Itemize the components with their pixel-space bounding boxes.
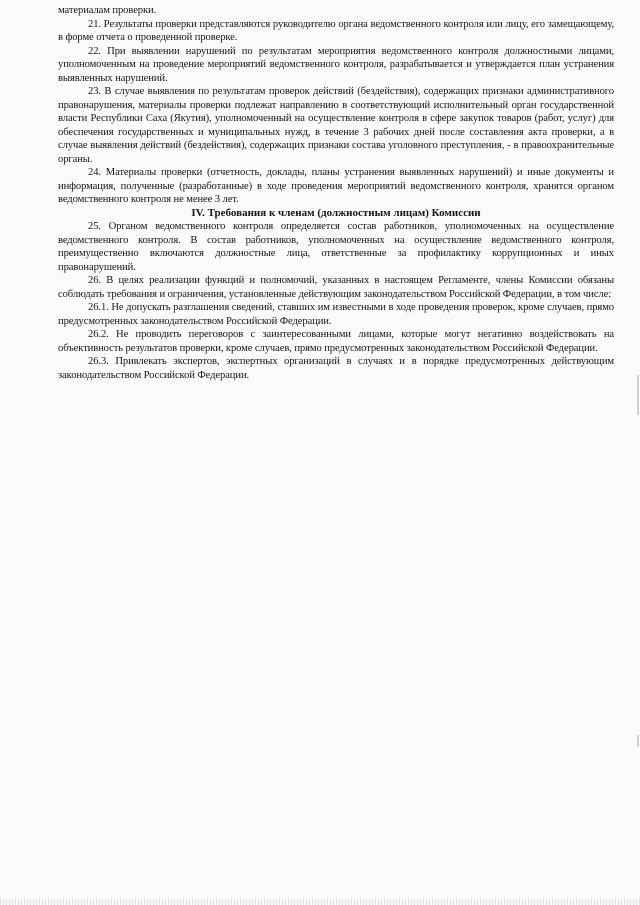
scan-margin-mark — [637, 735, 639, 747]
paragraph-23: 23. В случае выявления по результатам проверок действий (бездействия), содержащих признаки административного правонарушения, материалы проверки подлежат направлению в соответствующий исполнительный орган государственной власти Республики Саха (Якутия), уполномоченный на осуществление контроля в сфере закупок товаров (работ, услуг) для обеспечения государственных и муниципальных нужд, в течение 3 рабочих дней после составления акта проверки, а в случае выявления действий (бездействия), содержащих признаки состава уголовного преступления, - в правоохранительные органы. — [58, 86, 614, 165]
paragraph-26-3: 26.3. Привлекать экспертов, экспертных организаций в случаях и в порядке предусмотренных действующим законодательством Российской Федерации. — [58, 356, 614, 381]
paragraph-24: 24. Материалы проверки (отчетность, доклады, планы устранения выявленных нарушений) и иные документы и информация, полученные (разработанные) в ходе проведения мероприятий ведомственного контроля, хранятся органом ведомственного контроля не менее 3 лет. — [58, 167, 614, 205]
paragraph-21: 21. Результаты проверки представляются руководителю органа ведомственного контроля или лицу, его замещающему, в форме отчета о проведенной проверке. — [58, 18, 614, 43]
paragraph-26-1: 26.1. Не допускать разглашения сведений, ставших им известными в ходе проведения проверок, кроме случаев, прямо предусмотренных законодательством Российской Федерации. — [58, 302, 614, 327]
paragraph-continuation: материалам проверки. — [58, 5, 157, 16]
section-heading: IV. Требования к членам (должностным лицам) Комиссии — [191, 206, 481, 219]
paragraph-26: 26. В целях реализации функций и полномочий, указанных в настоящем Регламенте, члены Комиссии обязаны соблюдать требования и ограничения, установленные действующим законодательством Российской Федерации, в том числе: — [58, 275, 614, 300]
paragraph-25: 25. Органом ведомственного контроля определяется состав работников, уполномоченных на осуществление ведомственного контроля. В состав работников, уполномоченных на осуществление ведомственного контроля, преимущественно включаются должностные лица, ответственные за профилактику коррупционных и иных правонарушений. — [58, 221, 614, 273]
paragraph-26-2: 26.2. Не проводить переговоров с заинтересованными лицами, которые могут негативно воздействовать на объективность результатов проверки, кроме случаев, прямо предусмотренных законодательством Российской Федерации. — [58, 329, 614, 354]
paragraph-22: 22. При выявлении нарушений по результатам мероприятия ведомственного контроля должностными лицами, уполномоченным на проведение мероприятий ведомственного контроля, разрабатывается и утверждается план устранения выявленных нарушений. — [58, 45, 614, 84]
document-body — [58, 4, 614, 382]
scan-bottom-edge — [0, 899, 640, 905]
scan-margin-mark — [637, 375, 639, 415]
